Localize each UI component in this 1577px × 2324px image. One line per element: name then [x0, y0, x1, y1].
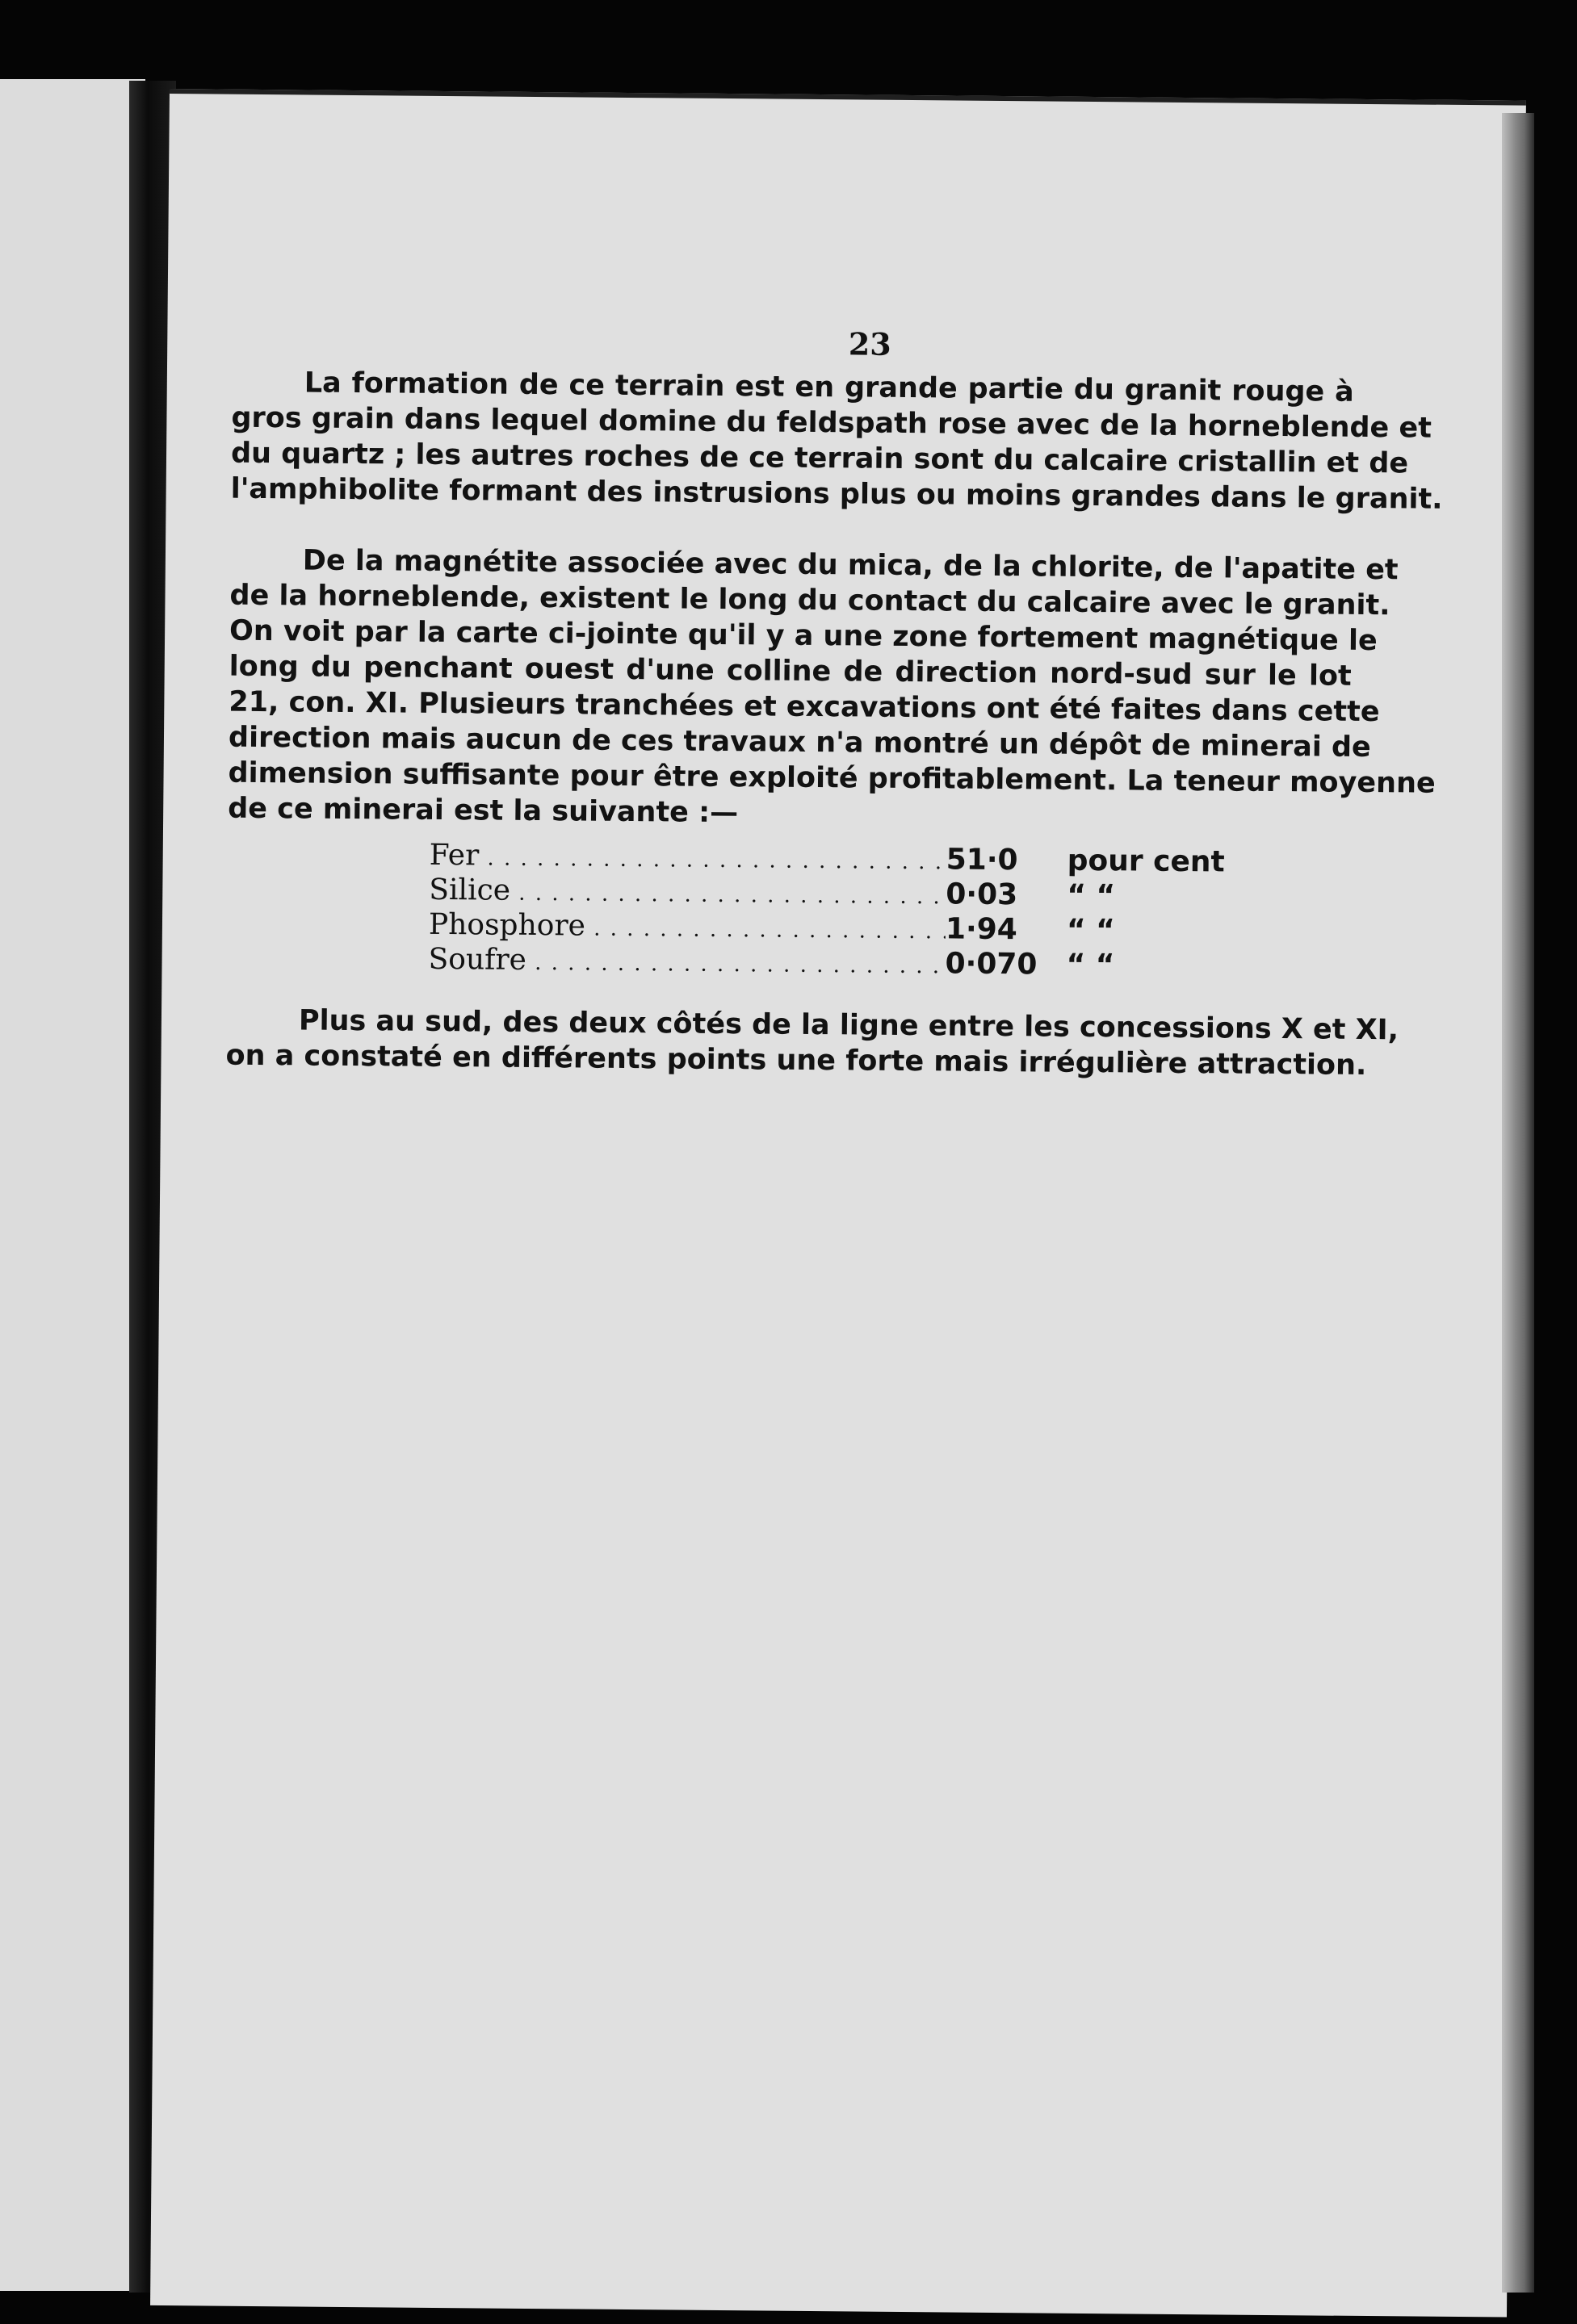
- text-line: long du penchant ouest d'une colline de direction nord-sud sur le lot: [229, 650, 1352, 693]
- text-line: On voit par la carte ci-jointe qu'il y a une zone fortement magnétique le: [229, 614, 1378, 658]
- assay-unit: “ “: [1066, 913, 1115, 948]
- text-line: 21, con. XI. Plusieurs tranchées et excavations ont été faites dans cette: [229, 685, 1380, 729]
- assay-unit: “ “: [1066, 948, 1115, 982]
- paragraph-formation: [230, 365, 1443, 517]
- text-line: dimension suffisante pour être exploité profitablement. La teneur moyenne: [228, 756, 1436, 800]
- text-line: gros grain dans lequel domine du feldspath rose avec de la horneblende et: [231, 401, 1432, 445]
- paragraph-attraction: [225, 1003, 1399, 1083]
- text-line: De la magnétite associée avec du mica, de la chlorite, de l'apatite et: [302, 544, 1399, 587]
- assay-value: 0·070: [945, 947, 1038, 982]
- assay-label: Phosphore . . .: [429, 908, 946, 946]
- assay-value: 51·0: [946, 843, 1018, 877]
- assay-label: Silice . . .: [429, 873, 946, 911]
- page-number: 23: [848, 325, 891, 362]
- assay-unit: pour cent: [1067, 844, 1225, 879]
- text-line: direction mais aucun de ces travaux n'a montré un dépôt de minerai de: [228, 721, 1371, 764]
- text-line: de la horneblende, existent le long du contact du calcaire avec le granit.: [229, 579, 1390, 622]
- assay-value: 0·03: [946, 877, 1018, 912]
- text-line: l'amphibolite formant des instrusions plus ou moins grandes dans le granit.: [230, 472, 1443, 516]
- assay-label: Soufre . . .: [428, 943, 945, 981]
- assay-value: 1·94: [945, 912, 1017, 947]
- text-line: de ce minerai est la suivante :—: [228, 792, 739, 830]
- text-line: Plus au sud, des deux côtés de la ligne entre les concessions X et XI,: [298, 1004, 1399, 1047]
- book-page: [150, 89, 1526, 2318]
- text-line: du quartz ; les autres roches de ce terrain sont du calcaire cristallin et de: [230, 437, 1409, 480]
- assay-row: [428, 943, 1235, 985]
- facing-page-edge: [0, 79, 145, 2291]
- assay-unit: “ “: [1067, 878, 1116, 913]
- text-line: on a constaté en différents points une forte mais irrégulière attraction.: [225, 1039, 1367, 1082]
- assay-label: Fer . . .: [430, 839, 946, 877]
- page-stack-edge: [1502, 113, 1534, 2293]
- text-line: La formation de ce terrain est en grande partie du granit rouge à: [304, 366, 1354, 408]
- assay-table: [428, 839, 1236, 985]
- paragraph-magnetite: [228, 542, 1436, 836]
